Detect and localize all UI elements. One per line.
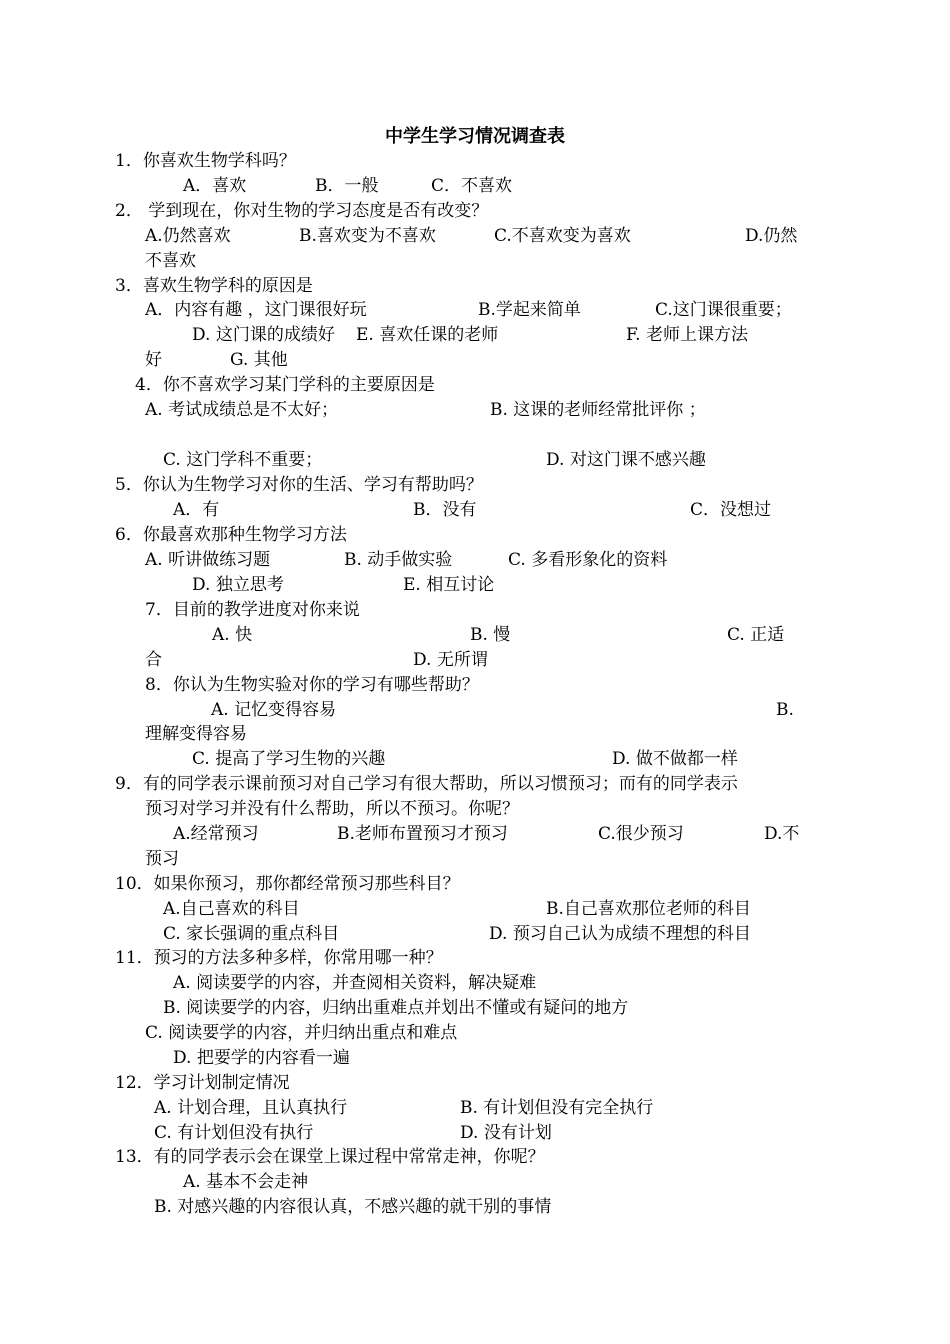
question-8: 8．你认为生物实验对你的学习有哪些帮助？	[145, 675, 479, 695]
page-title: 中学生学习情况调查表	[385, 126, 565, 147]
q9-option-c: C.很少预习	[598, 824, 684, 844]
q7-option-d: D. 无所谓	[413, 650, 488, 670]
q3-option-d: D. 这门课的成绩好	[192, 325, 335, 345]
q2-option-d-cont: 不喜欢	[145, 251, 196, 271]
q8-option-b-cont: 理解变得容易	[145, 724, 247, 744]
q5-option-a: A．有	[173, 500, 220, 520]
q4-option-b: B. 这课的老师经常批评你 ；	[490, 400, 706, 420]
question-9: 9．有的同学表示课前预习对自己学习有很大帮助，所以习惯预习；而有的同学表示	[115, 774, 738, 794]
q10-option-d: D. 预习自己认为成绩不理想的科目	[489, 924, 751, 944]
question-12: 12．学习计划制定情况	[115, 1073, 290, 1093]
question-13: 13．有的同学表示会在课堂上课过程中常常走神，你呢？	[115, 1147, 545, 1167]
q3-option-g: G. 其他	[230, 350, 288, 370]
q12-option-b: B. 有计划但没有完全执行	[460, 1098, 654, 1118]
q12-option-a: A. 计划合理，且认真执行	[154, 1098, 348, 1118]
q13-option-a: A. 基本不会走神	[183, 1172, 309, 1192]
q1-option-b: B．一般	[315, 176, 379, 196]
question-2: 2． 学到现在，你对生物的学习态度是否有改变？	[115, 201, 489, 221]
question-5: 5．你认为生物学习对你的生活、学习有帮助吗？	[115, 475, 483, 495]
q1-option-c: C．不喜欢	[431, 176, 513, 196]
q9-option-d: D.不	[764, 824, 800, 844]
q10-option-b: B.自己喜欢那位老师的科目	[546, 899, 751, 919]
q11-option-a: A. 阅读要学的内容，并查阅相关资料，解决疑难	[173, 973, 537, 993]
q4-option-d: D. 对这门课不感兴趣	[546, 450, 706, 470]
q6-option-c: C. 多看形象化的资料	[508, 550, 668, 570]
q11-option-c: C. 阅读要学的内容，并归纳出重点和难点	[145, 1023, 458, 1043]
q7-option-a: A. 快	[212, 625, 253, 645]
q11-option-b: B. 阅读要学的内容，归纳出重难点并划出不懂或有疑问的地方	[163, 998, 629, 1018]
q4-option-a: A. 考试成绩总是不太好；	[145, 400, 339, 420]
q3-option-e: E. 喜欢任课的老师	[356, 325, 499, 345]
q11-option-d: D. 把要学的内容看一遍	[173, 1048, 350, 1068]
q7-option-c: C. 正适	[727, 625, 785, 645]
q8-option-d: D. 做不做都一样	[612, 749, 738, 769]
q10-option-a: A.自己喜欢的科目	[163, 899, 300, 919]
question-11: 11．预习的方法多种多样，你常用哪一种？	[115, 948, 443, 968]
q8-option-b: B.	[776, 700, 794, 720]
q9-option-b: B.老师布置预习才预习	[337, 824, 508, 844]
q2-option-d: D.仍然	[745, 226, 798, 246]
q6-option-d: D. 独立思考	[192, 575, 284, 595]
q4-option-c: C. 这门学科不重要；	[163, 450, 323, 470]
q13-option-b: B. 对感兴趣的内容很认真，不感兴趣的就干别的事情	[154, 1197, 552, 1217]
q7-option-c-cont: 合	[145, 650, 162, 670]
question-6: 6．你最喜欢那种生物学习方法	[115, 525, 347, 545]
q3-option-c: C.这门课很重要；	[655, 300, 792, 320]
q8-option-c: C. 提高了学习生物的兴趣	[192, 749, 386, 769]
q8-option-a: A. 记忆变得容易	[211, 700, 337, 720]
q7-option-b: B. 慢	[470, 625, 511, 645]
q12-option-c: C. 有计划但没有执行	[154, 1123, 314, 1143]
question-9-cont: 预习对学习并没有什么帮助，所以不预习。你呢？	[145, 799, 519, 819]
q3-option-b: B.学起来简单	[478, 300, 581, 320]
q10-option-c: C. 家长强调的重点科目	[163, 924, 340, 944]
q2-option-b: B.喜欢变为不喜欢	[299, 226, 436, 246]
q3-option-a: A．内容有趣 ，这门课很好玩	[145, 300, 367, 320]
q9-option-a: A.经常预习	[173, 824, 259, 844]
q2-option-c: C.不喜欢变为喜欢	[494, 226, 631, 246]
q2-option-a: A.仍然喜欢	[145, 226, 231, 246]
q6-option-e: E. 相互讨论	[403, 575, 495, 595]
q12-option-d: D. 没有计划	[460, 1123, 552, 1143]
q9-option-d-cont: 预习	[145, 849, 179, 869]
question-10: 10．如果你预习，那你都经常预习那些科目？	[115, 874, 460, 894]
question-1: 1．你喜欢生物学科吗？	[115, 151, 296, 171]
q5-option-b: B．没有	[413, 500, 477, 520]
q6-option-b: B. 动手做实验	[344, 550, 453, 570]
question-4: 4．你不喜欢学习某门学科的主要原因是	[135, 375, 435, 395]
q6-option-a: A. 听讲做练习题	[145, 550, 271, 570]
question-3: 3．喜欢生物学科的原因是	[115, 276, 313, 296]
q5-option-c: C．没想过	[690, 500, 772, 520]
q3-option-f: F. 老师上课方法	[626, 325, 748, 345]
question-7: 7．目前的教学进度对你来说	[145, 600, 360, 620]
q1-option-a: A．喜欢	[183, 176, 247, 196]
q3-option-f-cont: 好	[145, 350, 162, 370]
